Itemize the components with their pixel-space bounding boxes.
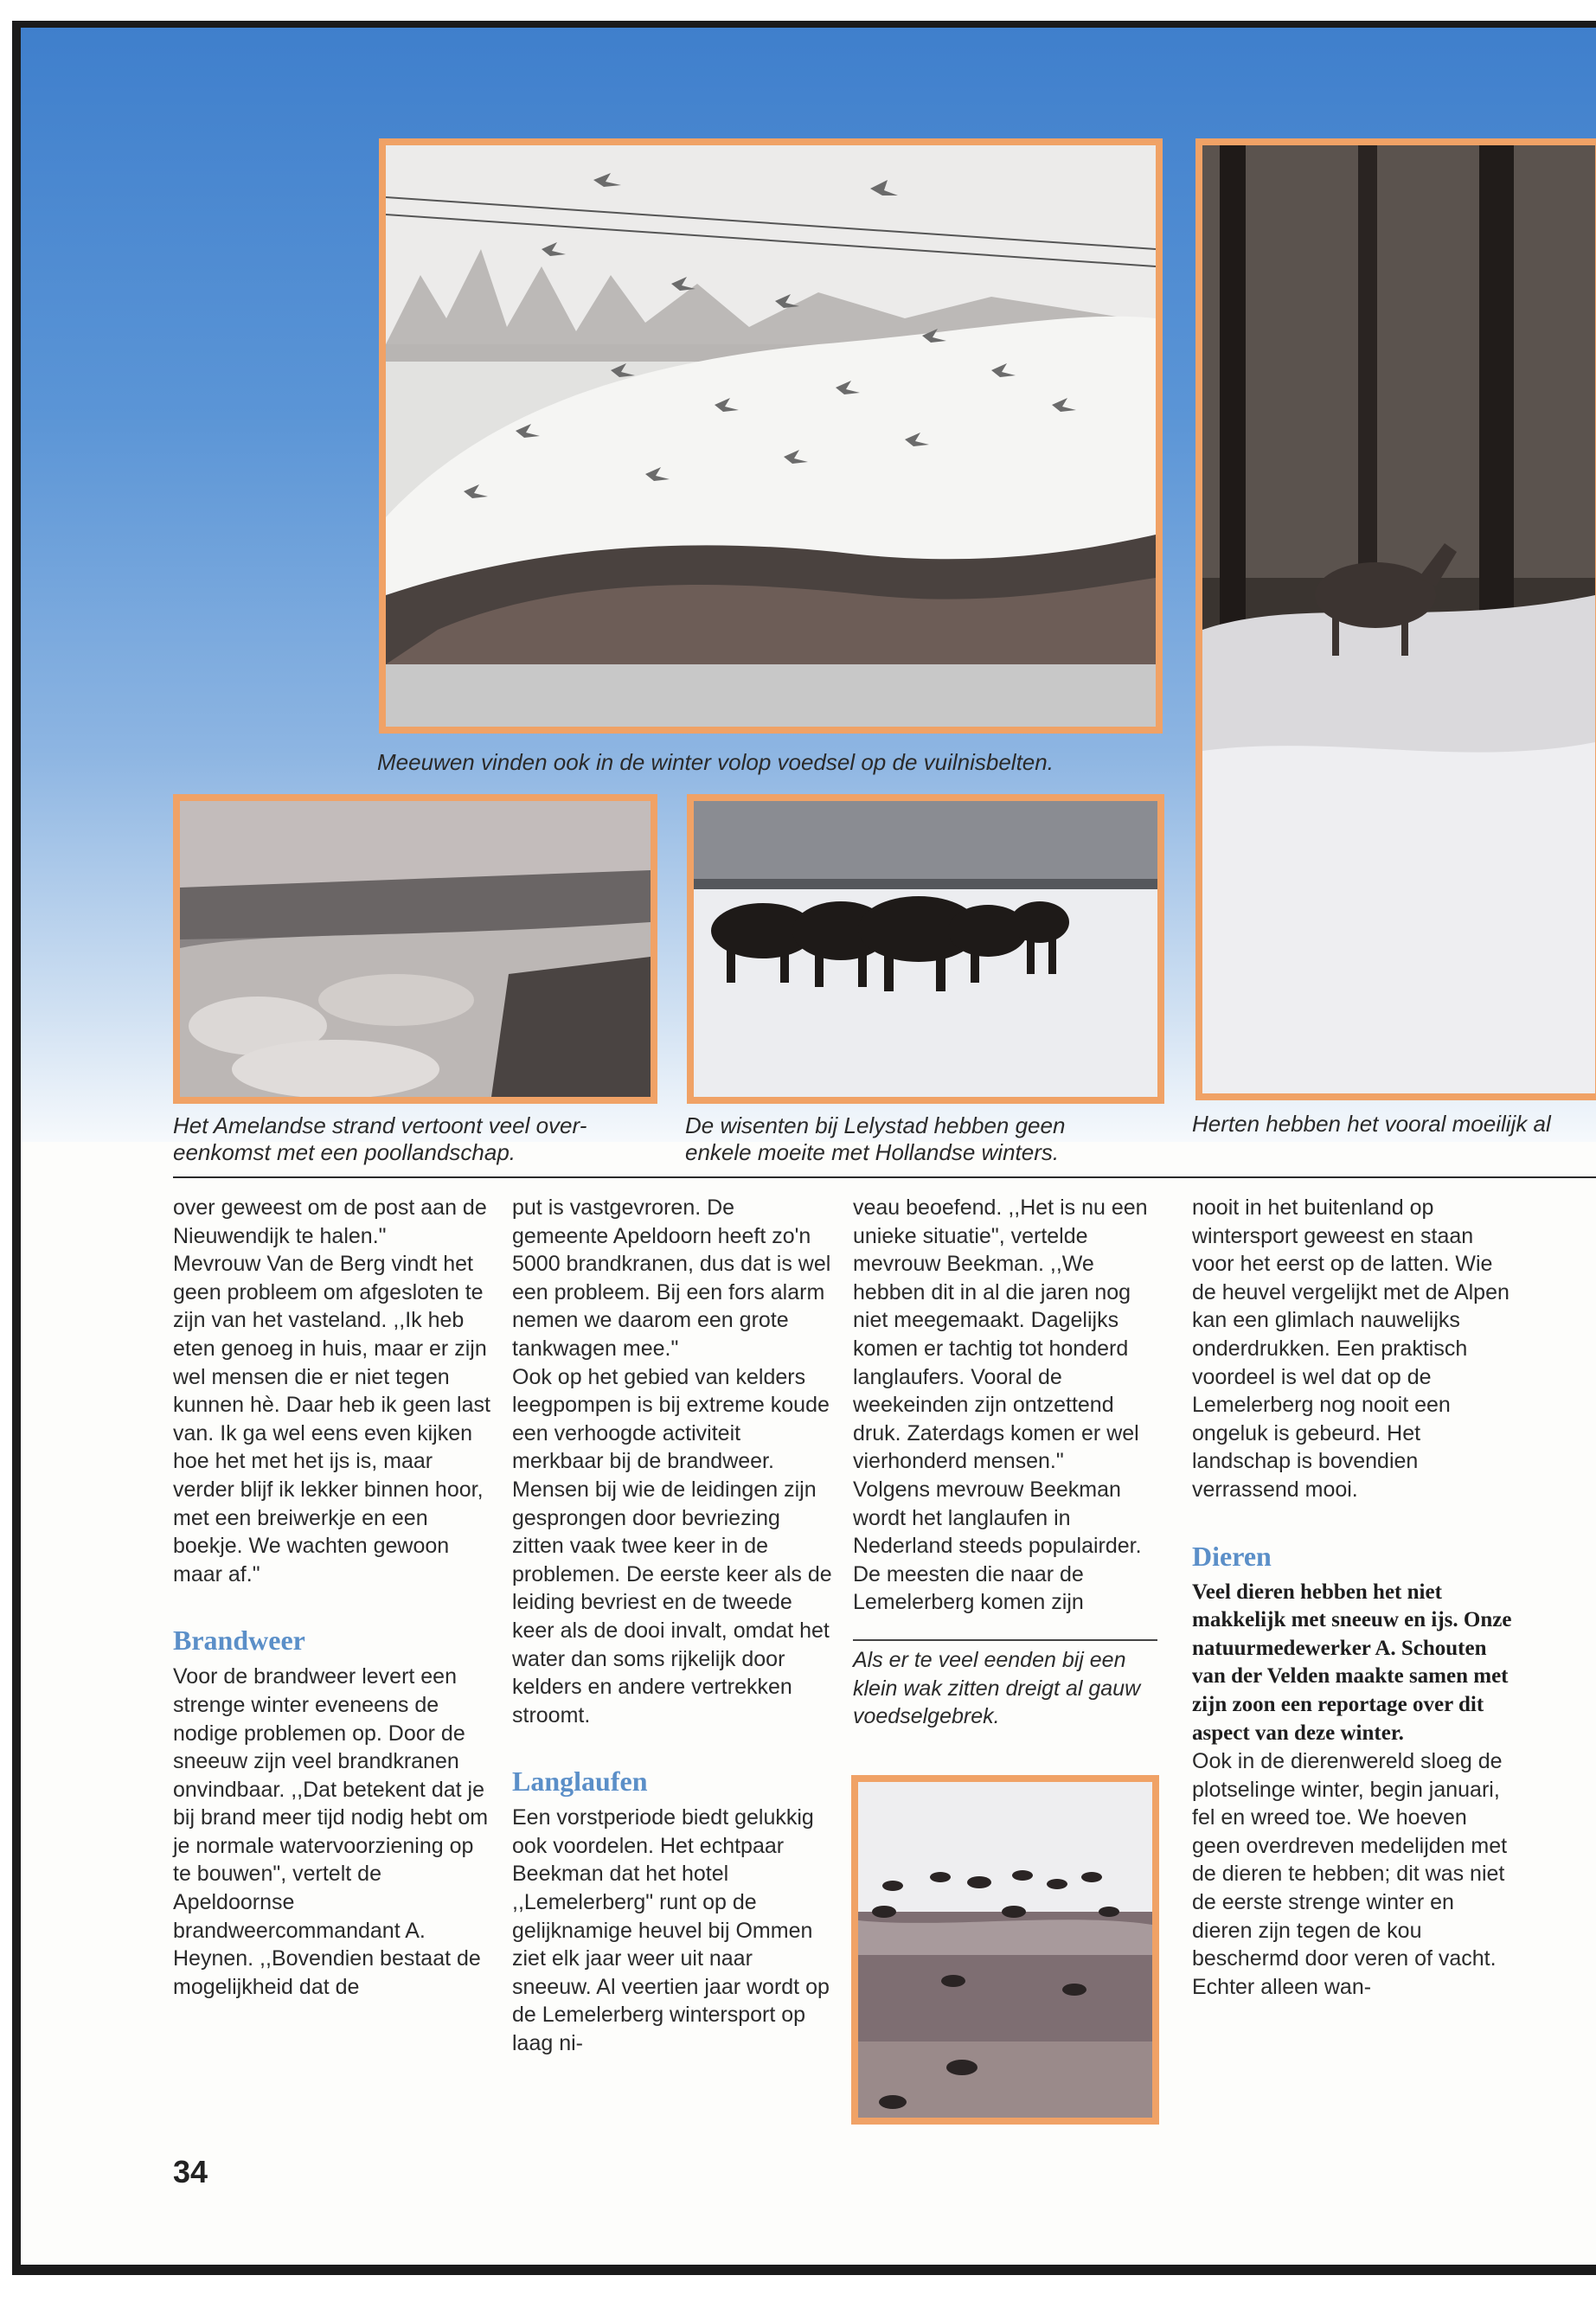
- text-column-4: [1192, 1194, 1512, 2001]
- text-column-2: [512, 1194, 832, 2058]
- photo-ducks-ice-hole: [851, 1775, 1159, 2125]
- photo-gulls-landfill: [379, 138, 1163, 734]
- col2-paragraph-3: Een vorstperiode biedt gelukkig ook voordelen. Het echtpaar Beekman dat het hotel ,,Lemelerberg" runt op de gelijknamige heuvel bij Ommen ziet elk jaar weer uit naar sneeuw. Al veertien jaar wordt op de Lemelerberg wintersport op laag ni-: [512, 1805, 830, 2056]
- text-column-3: [853, 1194, 1157, 1731]
- photo-bison-lelystad: [687, 794, 1164, 1104]
- caption-bison: De wisenten bij Lelystad hebben geen enkele moeite met Hollandse winters.: [685, 1112, 1066, 1165]
- col1-paragraph-3: Voor de brandweer levert een strenge winter eveneens de nodige problemen op. Door de sneeuw zijn veel brandkranen onvindbaar. ,,Dat betekent dat je bij brand meer tijd nodig hebt om je normale watervoorziening op te bouwen", vertelt de Apeldoornse brandweercommandant A. Heynen. ,,Bovendien bestaat de mogelijkheid dat de: [173, 1664, 489, 1999]
- photo-deer-forest: [1195, 138, 1596, 1100]
- photo-ameland-beach: [173, 794, 657, 1104]
- col1-paragraph-2: Mevrouw Van de Berg vindt het geen probleem om afgesloten te zijn van het vasteland. ,,Ik heb eten genoeg in huis, maar er zijn wel mensen die er niet tegen kunnen hè. Daar heb ik geen last van. Ik ga wel eens even kijken hoe het met het ijs is, maar verder blijf ik lekker binnen hoor, met een breiwerkje en een boekje. We wachten gewoon maar af.": [173, 1252, 490, 1586]
- heading-dieren: Dieren: [1192, 1540, 1272, 1572]
- ameland-beach-image: [180, 801, 651, 1097]
- bison-image: [694, 801, 1157, 1097]
- caption-separator-rule: [173, 1176, 1596, 1178]
- col4-paragraph-1: nooit in het buitenland op wintersport geweest en staan voor het eerst op de latten. Wie de heuvel vergelijkt met de Alpen kan een glimlach nauwelijks onderdrukken. Een praktisch voordeel is wel dat op de Lemelerberg nog nooit een ongeluk is gebeurd. Het landschap is bovendien verrassend mooi.: [1192, 1195, 1509, 1502]
- col3-paragraph-1: veau beoefend. ,,Het is nu een unieke situatie", vertelde mevrouw Beekman. ,,We hebben dit in al die jaren nog niet meegemaakt. Dagelijks komen er tachtig tot honderd langlaufers. Vooral de weekeinden zijn ontzettend druk. Zaterdags komen er wel vierhonderd mensen.": [853, 1195, 1148, 1474]
- caption-beach: Het Amelandse strand vertoont veel over- eenkomst met een poollandschap.: [173, 1112, 587, 1165]
- col1-paragraph-1: over geweest om de post aan de Nieuwendijk te halen.": [173, 1195, 487, 1248]
- col4-lead-paragraph: Veel dieren hebben het niet makkelijk met sneeuw en ijs. Onze natuurmedewerker A. Schouten van der Velden maakte samen met zijn zoon een reportage over dit aspect van deze winter.: [1192, 1580, 1512, 1745]
- col4-paragraph-2: Ook in de dierenwereld sloeg de plotselinge winter, begin januari, fel en wreed toe. We hoeven geen overdreven medelijden met de dieren te hebben; dit was niet de eerste strenge winter en dieren zijn tegen de kou beschermd door veren of vacht. Echter alleen wan-: [1192, 1749, 1508, 1999]
- heading-brandweer: Brandweer: [173, 1625, 305, 1657]
- page-number: 34: [173, 2154, 208, 2189]
- scan-border-top: [12, 21, 1596, 28]
- ducks-image: [858, 1782, 1152, 2118]
- heading-langlaufen: Langlaufen: [512, 1766, 648, 1798]
- scan-border-left: [12, 21, 21, 2275]
- text-column-1: [173, 1194, 493, 2001]
- gulls-landfill-image: [386, 145, 1156, 727]
- pull-quote-ducks: Als er te veel eenden bij een klein wak zitten dreigt al gauw voedselgebrek.: [853, 1639, 1157, 1731]
- caption-deer: Herten hebben het vooral moeilijk al: [1192, 1111, 1551, 1137]
- col3-paragraph-2: Volgens mevrouw Beekman wordt het langlaufen in Nederland steeds populairder. De meesten die naar de Lemelerberg komen zijn: [853, 1477, 1142, 1615]
- caption-gulls: Meeuwen vinden ook in de winter volop voedsel op de vuilnisbelten.: [377, 749, 1054, 775]
- col2-paragraph-2: Ook op het gebied van kelders leegpompen is bij extreme koude een verhoogde activiteit merkbaar bij de brandweer. Mensen bij wie de leidingen zijn gesprongen door bevriezing zitten vaak twee keer in de problemen. De eerste keer als de leiding bevriest en de tweede keer als de dooi invalt, omdat het water dan soms rijkelijk door kelders en andere vertrekken stroomt.: [512, 1364, 832, 1727]
- deer-forest-image: [1202, 145, 1595, 1093]
- scan-border-bottom: [12, 2265, 1596, 2275]
- col2-paragraph-1: put is vastgevroren. De gemeente Apeldoorn heeft zo'n 5000 brandkranen, dus dat is wel een probleem. Bij een fors alarm nemen we daarom een grote tankwagen mee.": [512, 1195, 831, 1361]
